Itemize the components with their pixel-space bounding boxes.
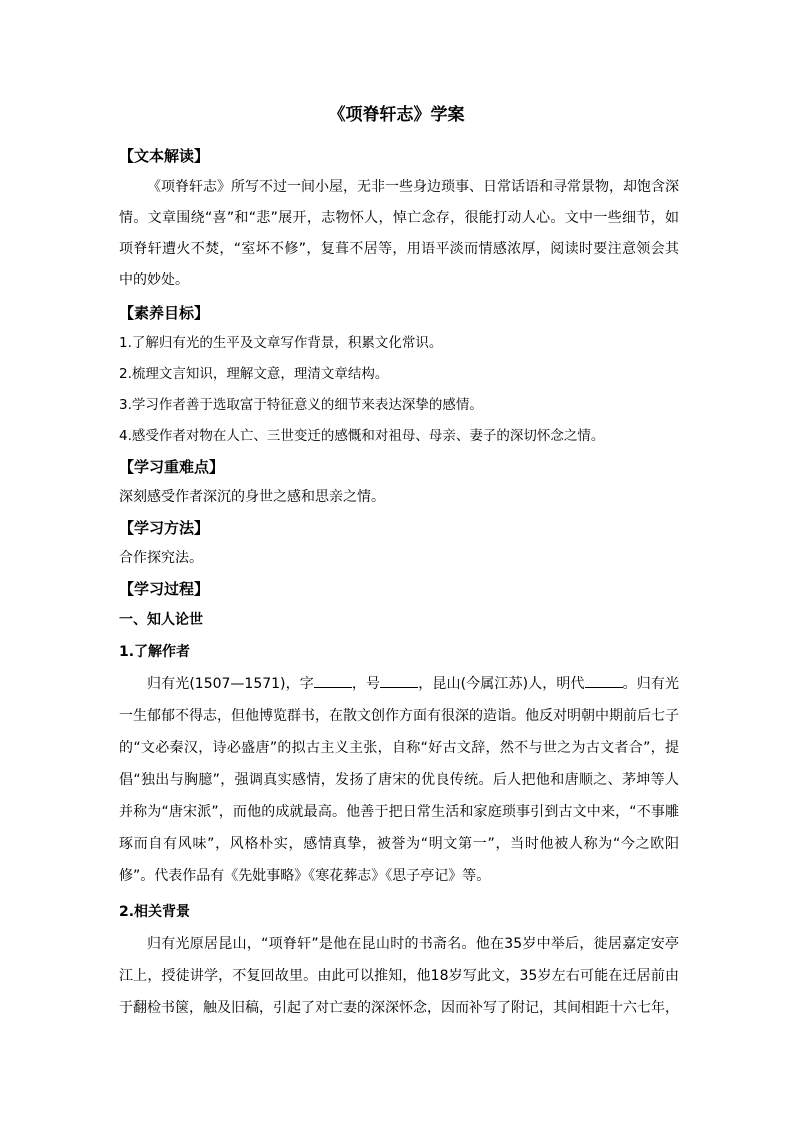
author-text-2: ，号 [351, 676, 381, 692]
goal-item: 1.了解归有光的生平及文章写作背景，积累文化常识。 [119, 335, 443, 351]
section-heading-goals: 【素养目标】 [119, 304, 210, 322]
author-text-3: ，昆山(今属江苏)人，明代 [418, 676, 585, 692]
goals-list [119, 328, 679, 452]
goal-item: 4.感受作者对物在人亡、三世变迁的感慨和对祖母、母亲、妻子的深切怀念之情。 [119, 428, 605, 444]
goal-item: 2.梳理文言知识，理解文意，理清文章结构。 [119, 366, 389, 382]
art-name-blank[interactable] [380, 673, 418, 688]
background-paragraph: 归有光原居昆山，“项脊轩”是他在昆山时的书斋名。他在35岁中举后，徙居嘉定安亭江上，授徒讲学，不复回故里。由此可以推知，他18岁写此文，35岁左右可能在迁居前由于翻检书箧，触及旧稿，引起了对亡妻的深深怀念，因而补写了附记，其间相距十六七年， [119, 936, 679, 1016]
role-blank[interactable] [585, 673, 623, 688]
section-heading-key-points: 【学习重难点】 [119, 458, 225, 476]
courtesy-name-blank[interactable] [314, 673, 352, 688]
section-heading-text-reading: 【文本解读】 [119, 147, 210, 165]
section-heading-process: 【学习过程】 [119, 580, 210, 598]
goal-item: 3.学习作者善于选取富于特征意义的细节来表达深挚的感情。 [119, 397, 483, 413]
subheading-background: 2.相关背景 [119, 904, 191, 920]
method-text: 合作探究法。 [119, 550, 203, 566]
key-points-text: 深刻感受作者深沉的身世之感和思亲之情。 [119, 489, 385, 505]
author-paragraph [119, 668, 679, 892]
document-body [119, 141, 679, 1024]
subheading-author: 1.了解作者 [119, 644, 191, 660]
section-heading-method: 【学习方法】 [119, 519, 210, 537]
text-reading-paragraph: 《项脊轩志》所写不过一间小屋，无非一些身边琐事、日常话语和寻常景物，却饱含深情。文章围绕“喜”和“悲”展开，志物怀人，悼亡念存，很能打动人心。文中一些细节，如项脊轩遭火不焚，“室坏不修”，复葺不居等，用语平淡而情感浓厚，阅读时要注意领会其中的妙处。 [119, 179, 679, 288]
author-text-4: 。归有光一生郁郁不得志，但他博览群书，在散文创作方面有很深的造诣。他反对明朝中期前后七子的“文必秦汉，诗必盛唐”的拟古主义主张，自称“好古文辞，然不与世之为古文者合”，提倡“独出与胸臆”，强调真实感情，发扬了唐宋的优良传统。后人把他和唐顺之、茅坤等人并称为“唐宋派”，而他的成就最高。他善于把日常生活和家庭琐事引到古文中来，“不事雕琢而自有风味”，风格朴实，感情真挚，被誉为“明文第一”，当时他被人称为“今之欧阳修”。代表作品有《先妣事略》《寒花葬志》《思子亭记》等。 [119, 676, 680, 884]
page-title: 《项脊轩志》学案 [328, 105, 465, 125]
author-text-1: 归有光(1507—1571)，字 [147, 676, 314, 692]
part-heading-know-author: 一、知人论世 [119, 612, 203, 628]
